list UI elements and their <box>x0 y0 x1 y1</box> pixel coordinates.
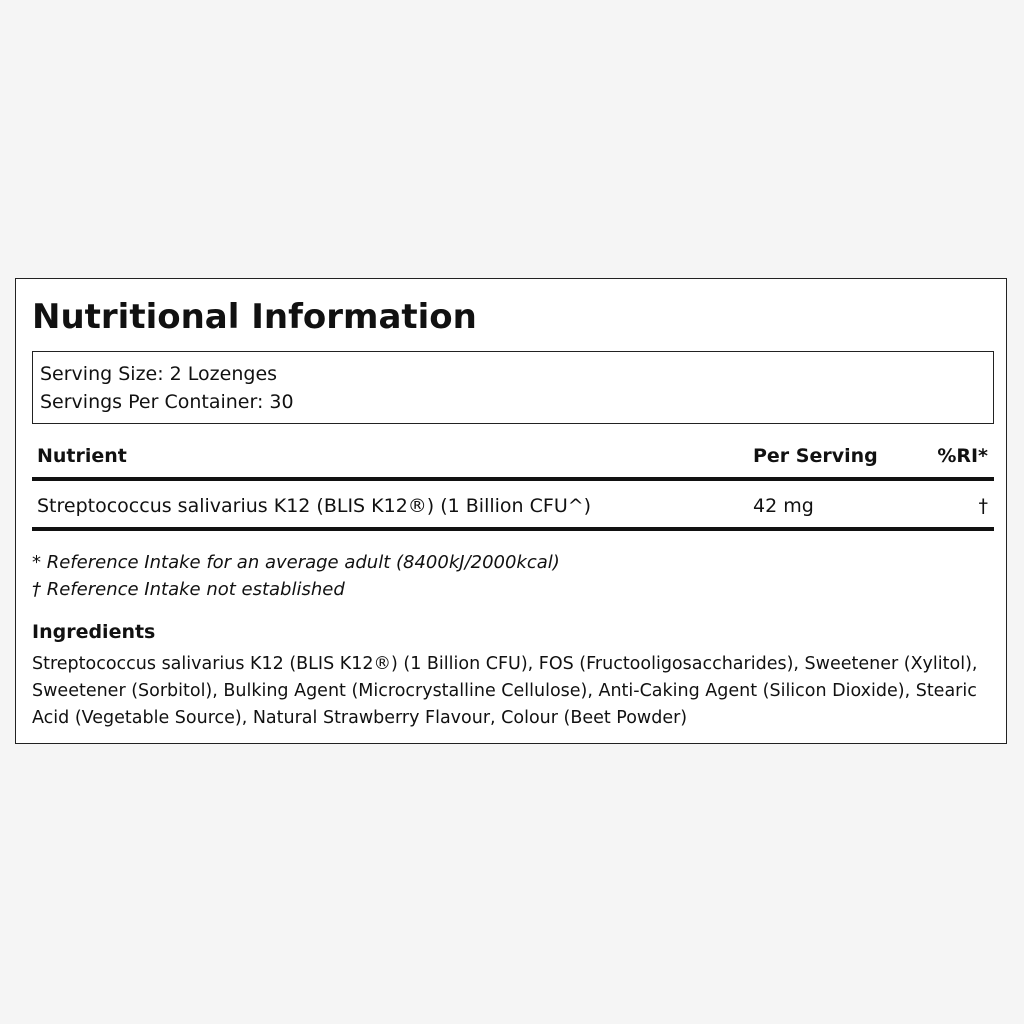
header-ri: %RI* <box>937 445 988 467</box>
footnote-reference-intake: * Reference Intake for an average adult (8400kJ/2000kcal) <box>32 552 560 573</box>
nutrition-panel <box>15 278 1007 744</box>
ingredients-heading: Ingredients <box>32 621 156 643</box>
table-row <box>32 481 994 531</box>
header-nutrient: Nutrient <box>37 445 127 467</box>
row-ri: † <box>978 495 988 517</box>
panel-title: Nutritional Information <box>32 297 477 337</box>
servings-per-container: Servings Per Container: 30 <box>40 391 294 413</box>
footnote-not-established: † Reference Intake not established <box>32 579 345 600</box>
row-per-serving: 42 mg <box>753 495 814 517</box>
footnotes <box>32 549 560 603</box>
header-per-serving: Per Serving <box>753 445 878 467</box>
serving-info-box <box>32 351 994 424</box>
serving-size: Serving Size: 2 Lozenges <box>40 363 278 385</box>
table-header <box>32 443 994 481</box>
row-nutrient: Streptococcus salivarius K12 (BLIS K12®) (1 Billion CFU^) <box>37 495 592 517</box>
ingredients-text: Streptococcus salivarius K12 (BLIS K12®) (1 Billion CFU), FOS (Fructooligosaccharides), Sweetener (Xylitol), Sweetener (Sorbitol), Bulking Agent (Microcrystalline Cellulose), Anti-Caking Agent (Silicon Dioxide), Stearic Acid (Vegetable Source), Natural Strawberry Flavour, Colour (Beet Powder) <box>32 654 978 728</box>
